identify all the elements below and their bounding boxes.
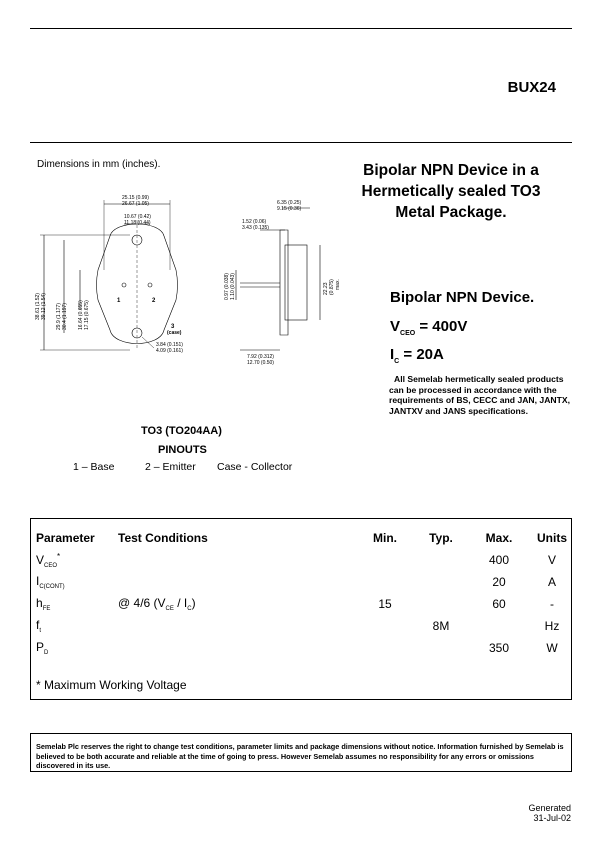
header-parameter: Parameter <box>36 531 95 545</box>
part-number: BUX24 <box>507 79 556 96</box>
label-w2b: 11.18 (0.44) <box>124 220 151 226</box>
min-cell <box>358 615 412 637</box>
generated-date: 31-Jul-02 <box>533 813 571 823</box>
pin-emitter: 2 – Emitter <box>145 461 196 473</box>
ic-value: = 20A <box>403 346 444 363</box>
vceo-symbol: V <box>390 318 401 335</box>
label-w2a: 10.67 (0.42) <box>124 214 151 220</box>
header-typ: Typ. <box>429 531 453 545</box>
label-side-mb: 3.43 (0.135) <box>242 225 269 231</box>
cond-cell <box>118 571 358 593</box>
label-case-word: (case) <box>167 330 182 336</box>
label-w1b: 26.67 (1.05) <box>122 201 149 207</box>
header-min: Min. <box>373 531 397 545</box>
vceo-rating <box>390 318 467 337</box>
headline-line-1: Bipolar NPN Device in a <box>363 162 539 179</box>
package-flange <box>280 230 288 335</box>
generated-label: Generated <box>528 803 571 813</box>
label-h3a: 16.64 (0.655) <box>78 300 84 330</box>
unit-cell: W <box>546 641 558 655</box>
label-h3b: 17.15 (0.675) <box>84 300 90 330</box>
table-row-pd <box>36 637 576 659</box>
max-cell: 400 <box>488 553 510 567</box>
header-units: Units <box>537 531 567 545</box>
header-conditions: Test Conditions <box>118 531 208 545</box>
table-row-ic <box>36 571 576 593</box>
typ-cell <box>412 571 470 593</box>
table-row-vceo <box>36 549 576 571</box>
label-side-la: 0.97 (0.038) <box>224 273 230 300</box>
label-side-rc: max. <box>335 279 341 290</box>
param-cell: $h_{FE}$ <box>36 596 51 612</box>
label-hole-b: 4.09 (0.161) <box>156 348 183 354</box>
header-bottom-rule <box>30 142 572 143</box>
min-cell <box>358 571 412 593</box>
unit-cell: Hz <box>544 619 560 633</box>
param-cell: $P_D$ <box>36 640 49 656</box>
typ-cell: 8M <box>432 619 450 633</box>
typ-cell <box>412 593 470 615</box>
label-side-ma: 1.52 (0.06) <box>242 219 267 225</box>
disclaimer-box: Semelab Plc reserves the right to change test conditions, parameter limits and package dimensions without notice. Information furnished by Semelab is believed to be both accurate and reliable at the time of going to press. However Semelab assumes no responsibility for any errors or omissions discovered in its use. <box>30 733 572 772</box>
typ-cell <box>412 549 470 571</box>
label-h2a: 29.9 (1.177) <box>56 303 62 330</box>
max-cell: 60 <box>492 597 506 611</box>
label-w1a: 25.15 (0.99) <box>122 195 149 201</box>
pin-2-dot <box>148 283 152 287</box>
ic-symbol: I <box>390 346 395 363</box>
pinouts-title: PINOUTS <box>158 444 207 456</box>
package-name: TO3 (TO204AA) <box>141 425 222 437</box>
label-h2b: 30.4 (1.197) <box>62 303 68 330</box>
label-side-lb: 1.10 (0.043) <box>230 273 236 300</box>
param-cell: $f_t$ <box>36 618 42 634</box>
label-side-tb: 9.15 (0.36) <box>277 206 302 212</box>
table-footnote: * Maximum Working Voltage <box>36 678 187 692</box>
param-cell: $V_{CEO}^*$ <box>36 551 61 569</box>
typ-cell <box>412 637 470 659</box>
header-max: Max. <box>485 531 513 545</box>
package-outline-drawing <box>30 190 360 380</box>
min-cell <box>358 637 412 659</box>
max-cell: 350 <box>488 641 510 655</box>
ic-rating <box>390 346 444 365</box>
parameter-table <box>36 527 576 659</box>
label-side-ta: 6.35 (0.25) <box>277 200 302 206</box>
label-side-bb: 12.70 (0.50) <box>247 360 274 366</box>
label-hole-a: 3.84 (0.151) <box>156 342 183 348</box>
unit-cell: V <box>547 553 556 567</box>
generated-block <box>528 803 571 823</box>
table-row-hfe <box>36 593 576 615</box>
pin-1-dot <box>122 283 126 287</box>
ic-subscript: C <box>394 358 400 365</box>
label-pin1: 1 <box>117 298 121 304</box>
label-side-rb: (0.875) <box>329 279 335 295</box>
vceo-value: = 400V <box>419 318 468 335</box>
min-cell <box>358 549 412 571</box>
headline <box>345 160 557 223</box>
device-summary: Bipolar NPN Device. <box>390 289 535 306</box>
table-header-row <box>36 527 576 549</box>
pin-case: Case - Collector <box>217 461 293 473</box>
vceo-subscript: CEO <box>400 330 416 337</box>
approval-text: All Semelab hermetically sealed products can be processed in accordance with the requirements of BS, CECC and JAN, JANTX, JANTXV and JANS specifications. <box>389 374 570 416</box>
table-row-ft <box>36 615 576 637</box>
max-cell: 20 <box>492 575 506 589</box>
max-cell <box>470 615 528 637</box>
unit-cell: - <box>550 597 554 611</box>
top-rule <box>30 28 572 29</box>
label-pin2: 2 <box>152 298 156 304</box>
label-h1a: 38.61 (1.52) <box>35 293 41 320</box>
cond-cell <box>118 549 358 571</box>
pin-base: 1 – Base <box>73 461 115 473</box>
cond-cell <box>118 637 358 659</box>
headline-line-3: Metal Package. <box>395 204 507 221</box>
label-case-num: 3 <box>171 324 175 330</box>
cond-cell: @ 4/6 $(V_{CE} / I_C)$ <box>118 596 196 612</box>
label-side-ra: 22.23 <box>323 282 329 295</box>
cond-cell <box>118 615 358 637</box>
min-cell: 15 <box>378 597 392 611</box>
param-cell: $I_{C(CONT)}$ <box>36 574 65 590</box>
dimensions-note: Dimensions in mm (inches). <box>37 159 161 170</box>
label-h1b: 39.12 (1.54) <box>41 293 47 320</box>
label-side-ba: 7.92 (0.312) <box>247 354 274 360</box>
hole-leader <box>142 337 154 348</box>
headline-line-2: Hermetically sealed TO3 <box>361 183 541 200</box>
unit-cell: A <box>547 575 556 589</box>
